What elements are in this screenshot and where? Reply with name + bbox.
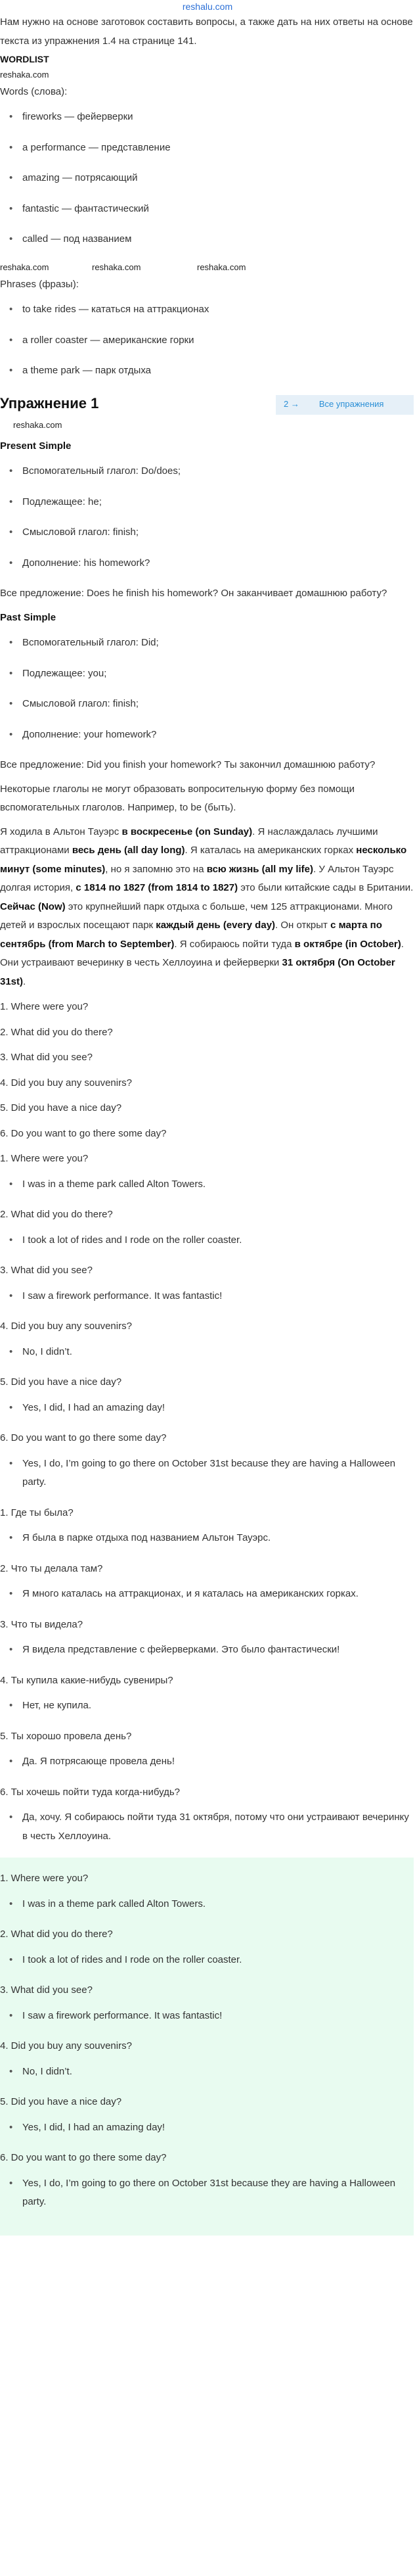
present-simple-list bbox=[0, 462, 414, 573]
question: 2. Что ты делала там? bbox=[0, 1562, 103, 1574]
answer: • Yes, I do, I’m going to go there on October 31st because they are having a Halloween party. bbox=[17, 1455, 414, 1492]
story-highlight: в октябре (in October) bbox=[294, 938, 401, 950]
question: 1. Where were you? bbox=[0, 1001, 89, 1013]
watermark-row bbox=[0, 68, 414, 83]
phrases-label: Phrases (фразы): bbox=[0, 278, 79, 290]
answer-list bbox=[0, 1951, 414, 1970]
list-item: • fireworks — фейерверки bbox=[17, 108, 414, 127]
story-text: . Он открыт bbox=[275, 920, 331, 931]
answer-list bbox=[0, 1697, 414, 1716]
exercise-nav bbox=[276, 395, 414, 415]
question: 1. Where were you? bbox=[0, 1873, 89, 1885]
question: 3. Что ты видела? bbox=[0, 1618, 83, 1630]
list-item: • Смысловой глагол: finish; bbox=[17, 695, 414, 714]
answer: • Yes, I did, I had an amazing day! bbox=[17, 2119, 414, 2138]
all-exercises-link[interactable]: Все упражнения bbox=[318, 399, 384, 410]
question: 1. Where were you? bbox=[0, 1153, 89, 1165]
answer-list bbox=[0, 1808, 414, 1846]
list-item: • a roller coaster — американские горки bbox=[17, 331, 414, 350]
story-highlight: с 1814 по 1827 (from 1814 to 1827) bbox=[76, 882, 238, 894]
question: 2. What did you do there? bbox=[0, 1929, 113, 1940]
question: 2. What did you do there? bbox=[0, 1209, 113, 1221]
answer-list bbox=[0, 1752, 414, 1771]
answers-english bbox=[0, 1150, 414, 1492]
answer-list bbox=[0, 2119, 414, 2138]
answer: • I was in a theme park called Alton Towers. bbox=[17, 1175, 414, 1194]
answer: • I took a lot of rides and I rode on the roller coaster. bbox=[17, 1951, 414, 1970]
present-simple-title: Present Simple bbox=[0, 440, 72, 452]
list-item: • Вспомогательный глагол: Do/does; bbox=[17, 462, 414, 481]
question: 6. Do you want to go there some day? bbox=[0, 1432, 167, 1444]
story-text: , но я запомню это на bbox=[105, 863, 207, 875]
answer-list bbox=[0, 1641, 414, 1660]
list-item: • Вспомогательный глагол: Did; bbox=[17, 634, 414, 653]
answer: • I saw a firework performance. It was fantastic! bbox=[17, 2007, 414, 2026]
story-highlight: 31 октября (On October 31st) bbox=[0, 957, 395, 987]
list-item: • Подлежащее: he; bbox=[17, 493, 414, 512]
question: 4. Did you buy any souvenirs? bbox=[0, 2040, 132, 2052]
question-list bbox=[0, 998, 414, 1143]
answer-list bbox=[0, 2063, 414, 2082]
watermark: reshaka.com bbox=[92, 262, 141, 272]
story-highlight: в воскресенье (on Sunday) bbox=[121, 826, 253, 837]
question: 3. What did you see? bbox=[0, 1265, 93, 1276]
story-text: . Я наслаждалась лучшими аттракционами bbox=[0, 826, 378, 856]
list-item: • Дополнение: your homework? bbox=[17, 726, 414, 745]
watermark: reshaka.com bbox=[197, 262, 246, 272]
question: 6. Ты хочешь пойти туда когда-нибудь? bbox=[0, 1786, 181, 1798]
watermark-row bbox=[0, 419, 414, 433]
watermark: reshaka.com bbox=[0, 69, 49, 80]
watermark: reshaka.com bbox=[0, 262, 49, 272]
answer-list bbox=[0, 1399, 414, 1418]
words-label: Words (слова): bbox=[0, 85, 68, 97]
list-item: • called — под названием bbox=[17, 230, 414, 249]
story-text: . У Альтон Тауэрс долгая история, bbox=[0, 863, 394, 894]
story-highlight: несколько минут (some minutes) bbox=[0, 845, 407, 875]
answer-list bbox=[0, 1287, 414, 1306]
answer: • Нет, не купила. bbox=[17, 1697, 414, 1716]
answers-russian bbox=[0, 1504, 414, 1846]
note-paragraph: Некоторые глаголы не могут образовать вопросительную форму без помощи вспомогательных глаголов. Например, to be (быть). bbox=[0, 783, 355, 814]
solution-content bbox=[0, 13, 415, 2236]
list-item: • fantastic — фантастический bbox=[17, 200, 414, 219]
list-item: • Подлежащее: you; bbox=[17, 665, 414, 684]
answer-list bbox=[0, 2174, 414, 2212]
watermark: reshaka.com bbox=[13, 419, 62, 430]
answer: • Да, хочу. Я собираюсь пойти туда 31 октября, потому что они устраивают вечеринку в честь Хеллоуина. bbox=[17, 1808, 414, 1846]
answer: • I took a lot of rides and I rode on the roller coaster. bbox=[17, 1231, 414, 1250]
answer-list bbox=[0, 1455, 414, 1492]
question: 4. Ты купила какие-нибудь сувениры? bbox=[0, 1674, 173, 1686]
question: 5. Did you have a nice day? bbox=[0, 1102, 122, 1114]
exercise-title: Упражнение 1 bbox=[0, 394, 99, 411]
story-text: . Я каталась на американских горках bbox=[185, 845, 357, 856]
past-simple-summary: Все предложение: Did you finish your homework? Ты закончил домашнюю работу? bbox=[0, 759, 376, 771]
wordlist-label: WORDLIST bbox=[0, 54, 49, 64]
question: 5. Did you have a nice day? bbox=[0, 1376, 122, 1388]
answer: • Я видела представление с фейерверками. Это было фантастически! bbox=[17, 1641, 414, 1660]
answer: • Я была в парке отдыха под названием Альтон Тауэрс. bbox=[17, 1529, 414, 1548]
question: 6. Do you want to go there some day? bbox=[0, 2152, 167, 2164]
story-text: . bbox=[23, 975, 26, 987]
answer: • I was in a theme park called Alton Towers. bbox=[17, 1895, 414, 1914]
past-simple-title: Past Simple bbox=[0, 611, 56, 623]
list-item: • a performance — представление bbox=[17, 139, 414, 158]
words-list bbox=[0, 108, 414, 249]
answer: • Я много каталась на аттракционах, и я каталась на американских горках. bbox=[17, 1585, 414, 1604]
list-item: • a theme park — парк отдыха bbox=[17, 362, 414, 381]
question: 6. Do you want to go there some day? bbox=[0, 1127, 167, 1139]
story-highlight: каждый день (every day) bbox=[156, 920, 276, 931]
present-simple-summary: Все предложение: Does he finish his homework? Он заканчивает домашнюю работу? bbox=[0, 588, 387, 599]
answer-list bbox=[0, 1231, 414, 1250]
list-item: • Смысловой глагол: finish; bbox=[17, 523, 414, 542]
answer: • Yes, I did, I had an amazing day! bbox=[17, 1399, 414, 1418]
answer: • Да. Я потрясающе провела день! bbox=[17, 1752, 414, 1771]
exercise-header bbox=[0, 392, 414, 419]
story-highlight: с марта по сентябрь (from March to September) bbox=[0, 920, 382, 950]
story-highlight: всю жизнь (all my life) bbox=[206, 863, 314, 875]
answer-list bbox=[0, 1585, 414, 1604]
list-item: • to take rides — кататься на аттракционах bbox=[17, 300, 414, 319]
answer: • I saw a firework performance. It was fantastic! bbox=[17, 1287, 414, 1306]
question: 2. What did you do there? bbox=[0, 1026, 113, 1038]
question: 1. Где ты была? bbox=[0, 1507, 74, 1518]
question: 5. Ты хорошо провела день? bbox=[0, 1730, 132, 1742]
answer: • No, I didn’t. bbox=[17, 1343, 414, 1362]
question: 4. Did you buy any souvenirs? bbox=[0, 1321, 132, 1332]
question: 4. Did you buy any souvenirs? bbox=[0, 1077, 132, 1089]
question: 5. Did you have a nice day? bbox=[0, 2096, 122, 2108]
next-exercise-link[interactable]: 2 → bbox=[284, 399, 299, 410]
list-item: • amazing — потрясающий bbox=[17, 169, 414, 188]
question: 3. What did you see? bbox=[0, 1052, 93, 1064]
site-title[interactable]: reshalu.com bbox=[182, 1, 233, 12]
watermark-row bbox=[0, 261, 414, 275]
answer-list bbox=[0, 1175, 414, 1194]
question: 3. What did you see? bbox=[0, 1984, 93, 1996]
answer-list bbox=[0, 1343, 414, 1362]
answer-list bbox=[0, 1895, 414, 1914]
story-text: это крупнейший парк отдыха с больше, чем 125 аттракционами. Много детей и взрослых посещают парк bbox=[0, 901, 393, 931]
story-text: . Они устраивают вечеринку в честь Хеллоуина и фейерверки bbox=[0, 938, 404, 969]
story-text: Я ходила в Альтон Тауэрс bbox=[0, 826, 122, 837]
answer-list bbox=[0, 1529, 414, 1548]
answer: • Yes, I do, I’m going to go there on October 31st because they are having a Halloween party. bbox=[17, 2174, 414, 2212]
story-paragraph bbox=[0, 823, 414, 992]
list-item: • Дополнение: his homework? bbox=[17, 554, 414, 573]
answer: • No, I didn’t. bbox=[17, 2063, 414, 2082]
story-highlight: весь день (all day long) bbox=[72, 845, 185, 856]
story-text: это были китайские сады в Британии. bbox=[238, 882, 414, 894]
past-simple-list bbox=[0, 634, 414, 744]
answer-list bbox=[0, 2007, 414, 2026]
story-text: . Я собираюсь пойти туда bbox=[174, 938, 295, 950]
story-highlight: Сейчас (Now) bbox=[0, 901, 66, 912]
highlighted-answers bbox=[0, 1858, 414, 2236]
intro-text: Нам нужно на основе заготовок составить вопросы, а также дать на них ответы на основе текста из упражнения 1.4 на странице 141. bbox=[0, 16, 413, 47]
phrases-list bbox=[0, 300, 414, 381]
